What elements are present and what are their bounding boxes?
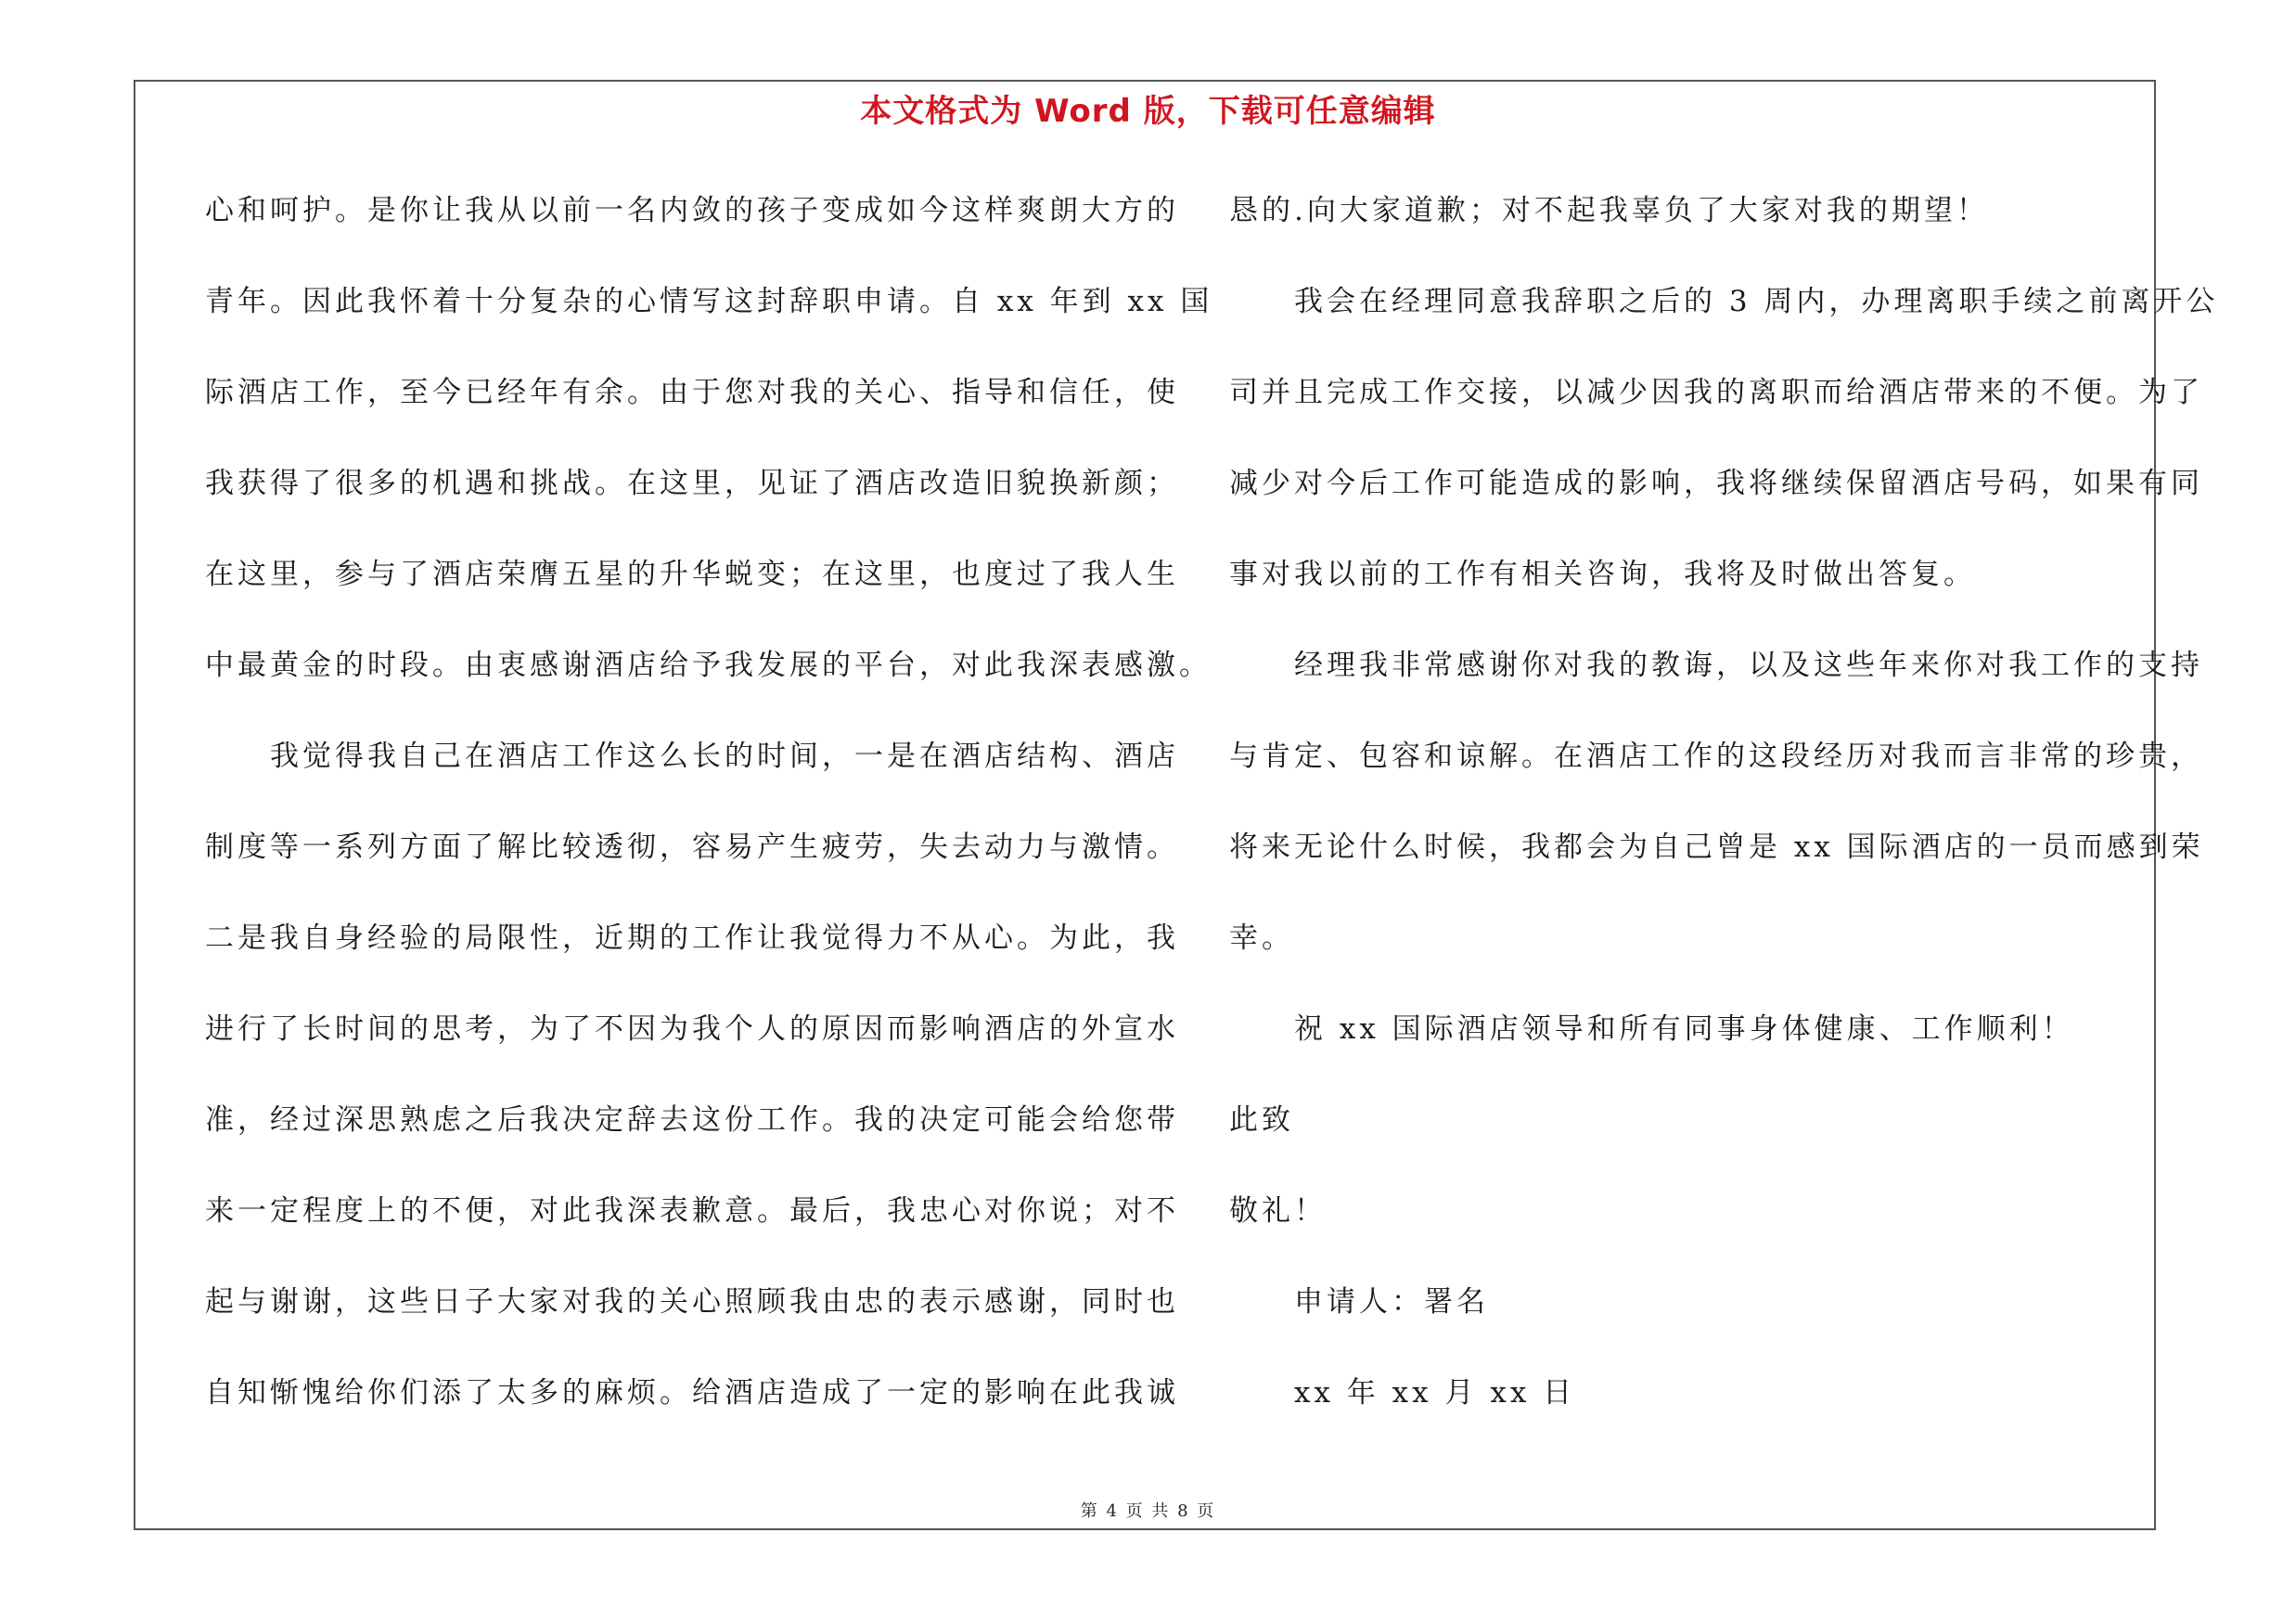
text-line: 二是我自身经验的局限性，近期的工作让我觉得力不从心。为此，我 xyxy=(205,921,1179,955)
closing-salutation: 此致 xyxy=(1229,1103,1294,1137)
text-line: 青年。因此我怀着十分复杂的心情写这封辞职申请。自 xx 年到 xx 国 xyxy=(205,285,1213,318)
text-line: 制度等一系列方面了解比较透彻，容易产生疲劳，失去动力与激情。 xyxy=(205,831,1179,864)
text-line: 进行了长时间的思考，为了不因为我个人的原因而影响酒店的外宣水 xyxy=(205,1012,1179,1046)
text-line: 我获得了很多的机遇和挑战。在这里，见证了酒店改造旧貌换新颜； xyxy=(205,467,1179,500)
text-line: 恳的.向大家道歉；对不起我辜负了大家对我的期望！ xyxy=(1229,194,1989,227)
text-line: 准，经过深思熟虑之后我决定辞去这份工作。我的决定可能会给您带 xyxy=(205,1103,1179,1137)
text-line: 际酒店工作，至今已经年有余。由于您对我的关心、指导和信任，使 xyxy=(205,376,1179,409)
text-line: 与肯定、包容和谅解。在酒店工作的这段经历对我而言非常的珍贵， xyxy=(1229,740,2203,773)
text-line: 中最黄金的时段。由衷感谢酒店给予我发展的平台，对此我深表感激。 xyxy=(205,649,1212,682)
text-line: 经理我非常感谢你对我的教诲，以及这些年来你对我工作的支持 xyxy=(1229,649,2203,682)
format-banner: 本文格式为 Word 版，下载可任意编辑 xyxy=(860,93,1436,130)
text-line: 心和呵护。是你让我从以前一名内敛的孩子变成如今这样爽朗大方的 xyxy=(205,194,1179,227)
letter-date: xx 年 xx 月 xx 日 xyxy=(1229,1376,1576,1410)
text-line: 司并且完成工作交接，以减少因我的离职而给酒店带来的不便。为了 xyxy=(1229,376,2203,409)
left-column xyxy=(205,183,1213,1456)
text-line: 在这里，参与了酒店荣膺五星的升华蜕变；在这里，也度过了我人生 xyxy=(205,558,1179,591)
text-line: 自知惭愧给你们添了太多的麻烦。给酒店造成了一定的影响在此我诚 xyxy=(205,1376,1179,1410)
closing-respect: 敬礼！ xyxy=(1229,1194,1327,1228)
text-line: 来一定程度上的不便，对此我深表歉意。最后，我忠心对你说；对不 xyxy=(205,1194,1179,1228)
right-column xyxy=(1229,183,2219,1456)
text-line: 我会在经理同意我辞职之后的 3 周内，办理离职手续之前离开公 xyxy=(1229,285,2219,318)
page-number: 第 4 页 共 8 页 xyxy=(1080,1501,1216,1521)
text-line: 我觉得我自己在酒店工作这么长的时间，一是在酒店结构、酒店 xyxy=(205,740,1179,773)
applicant-signature: 申请人：署名 xyxy=(1229,1285,1489,1319)
text-line: 幸。 xyxy=(1229,921,1294,955)
text-line: 祝 xx 国际酒店领导和所有同事身体健康、工作顺利！ xyxy=(1229,1012,2074,1046)
text-line: 减少对今后工作可能造成的影响，我将继续保留酒店号码，如果有同 xyxy=(1229,467,2203,500)
text-line: 起与谢谢，这些日子大家对我的关心照顾我由忠的表示感谢，同时也 xyxy=(205,1285,1179,1319)
text-line: 将来无论什么时候，我都会为自己曾是 xx 国际酒店的一员而感到荣 xyxy=(1229,831,2204,864)
text-line: 事对我以前的工作有相关咨询，我将及时做出答复。 xyxy=(1229,558,1976,591)
